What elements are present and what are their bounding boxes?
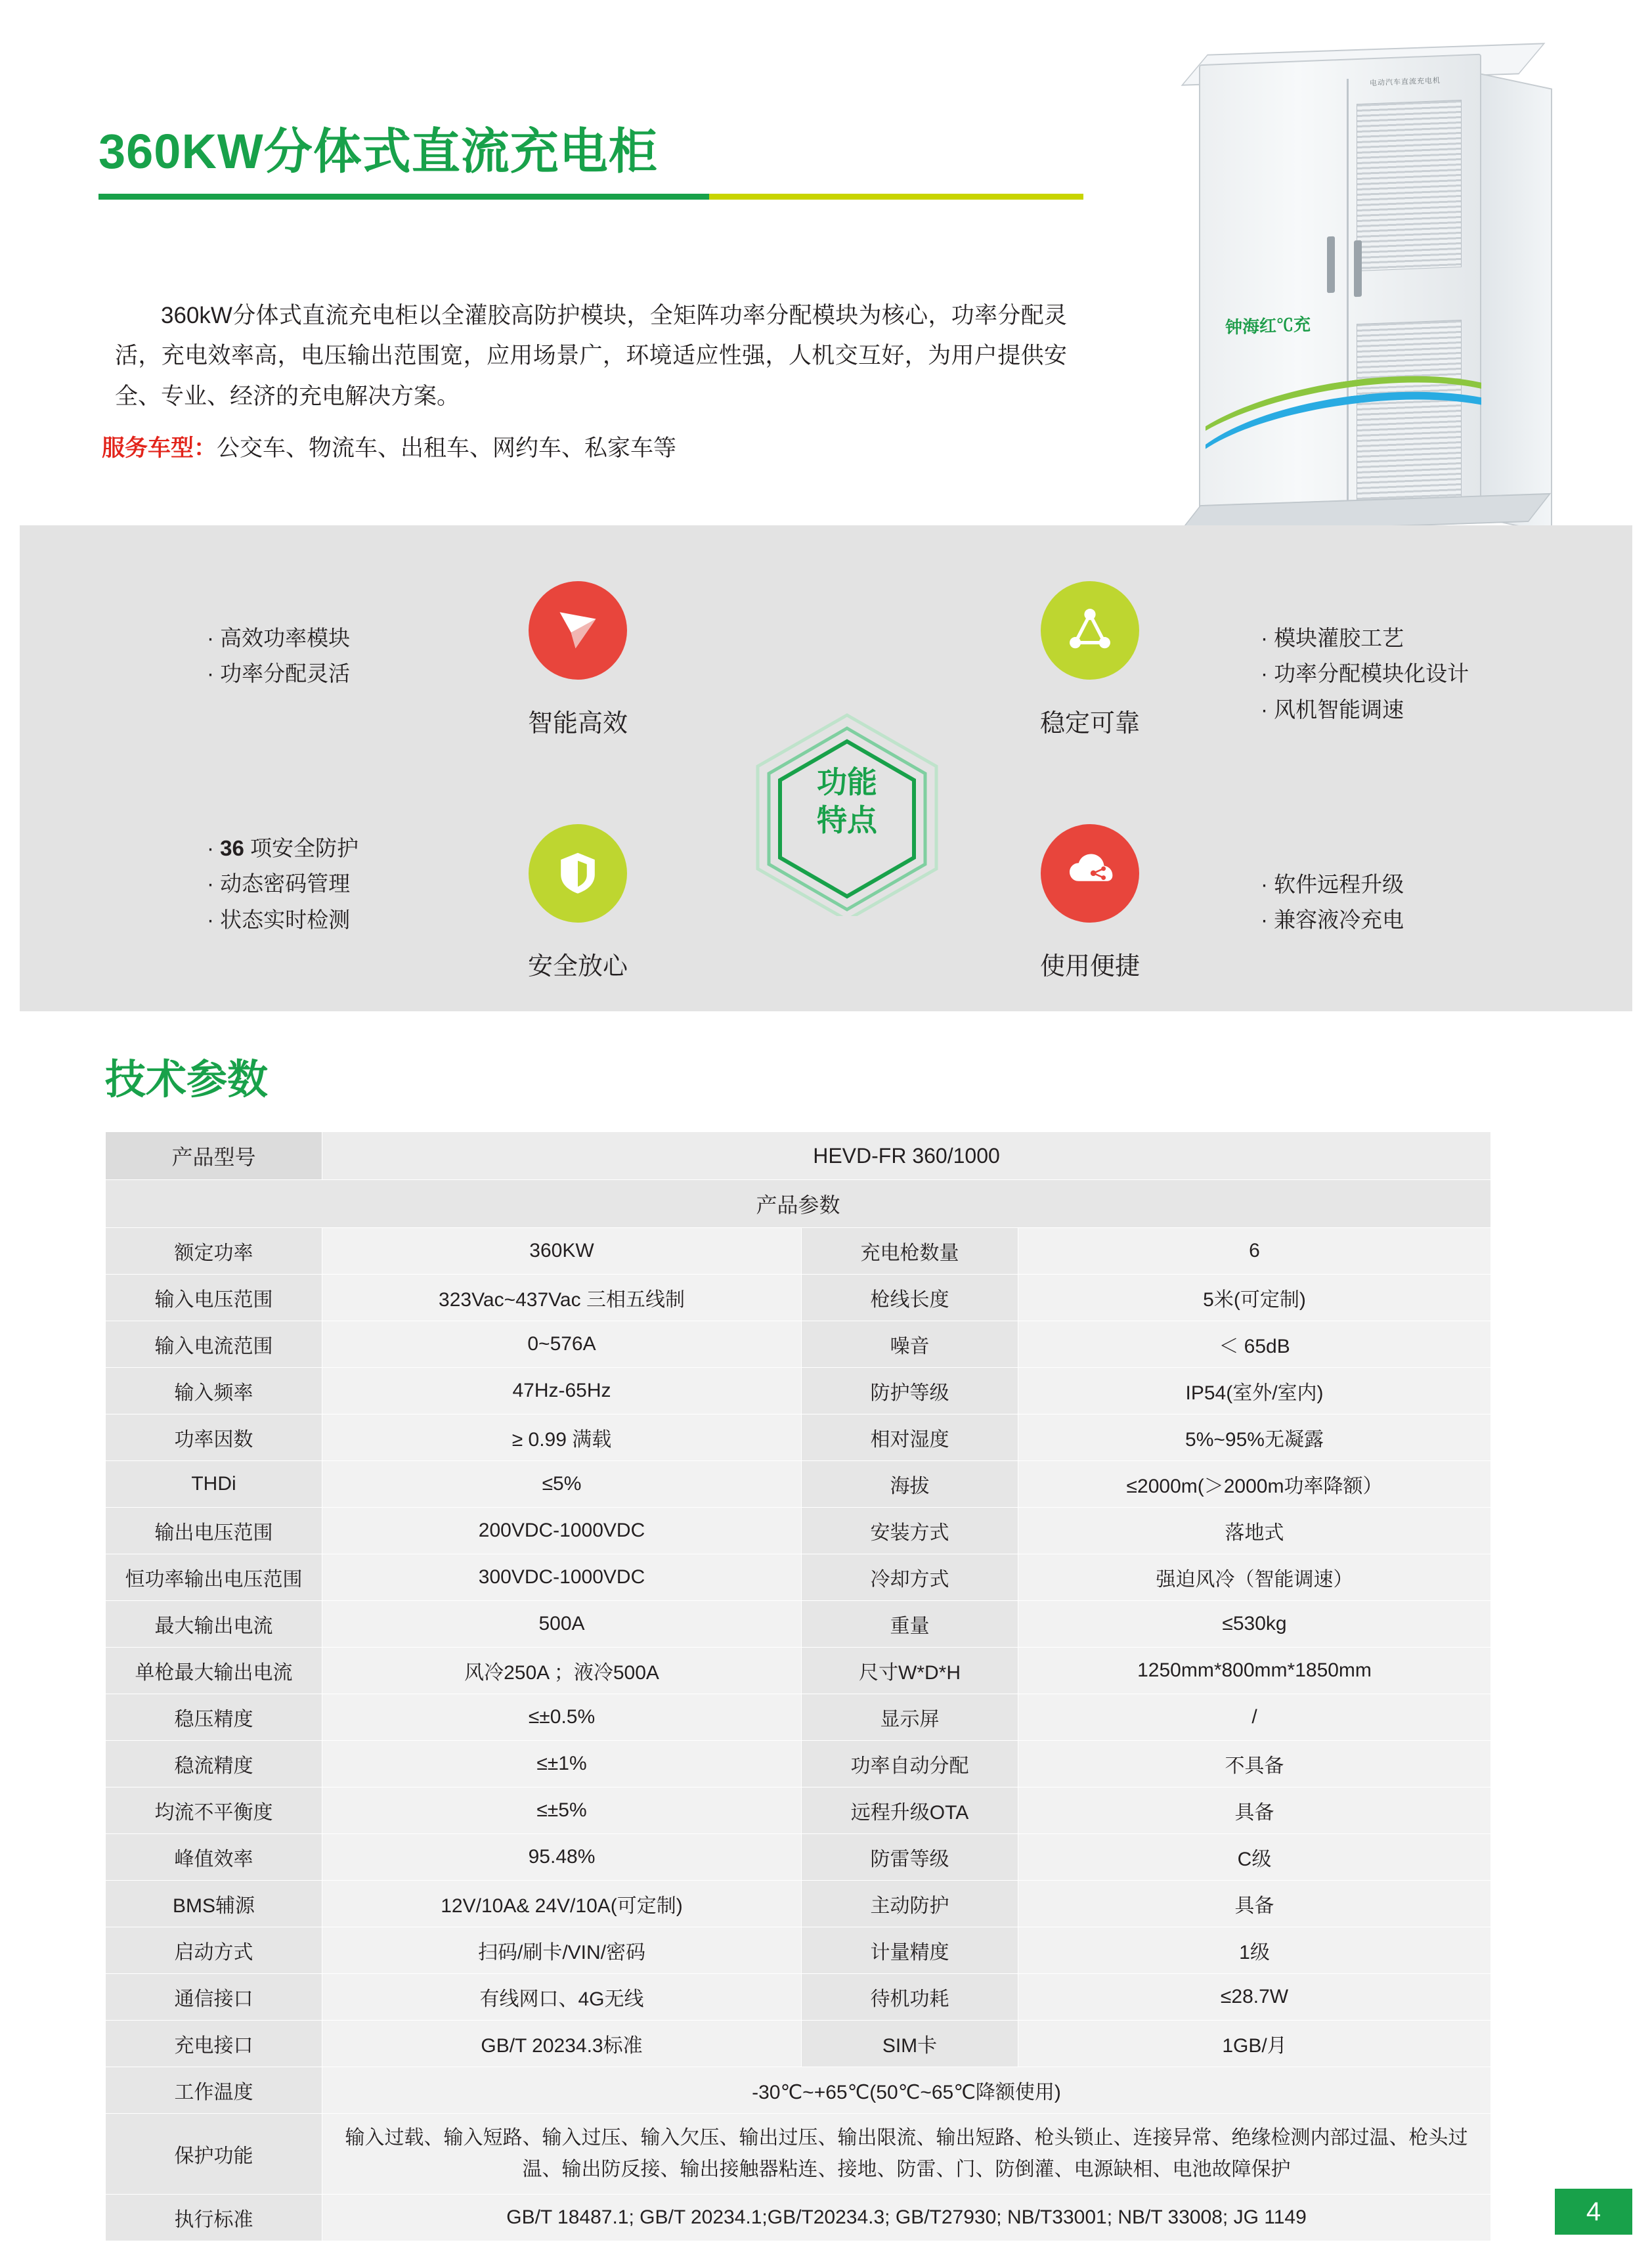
spec-table-body [106,1132,1491,2241]
feature-badge-label-smart: 智能高效 [527,710,628,737]
feature-item: · 兼容液冷充电 [1261,908,1404,932]
spec-label: 工作温度 [106,2067,322,2114]
spec-value: 5%~95%无凝露 [1018,1414,1491,1461]
table-row-wide [106,2067,1491,2114]
spec-label: 防雷等级 [802,1834,1018,1881]
spec-value: C级 [1018,1834,1491,1881]
feature-badge-label-safe: 安全放心 [527,953,628,980]
feature-item: · 功率分配模块化设计 [1261,661,1469,686]
spec-value: 1级 [1018,1927,1491,1974]
spec-label: 相对湿度 [802,1414,1018,1461]
spec-value: 强迫风冷（智能调速） [1018,1554,1491,1601]
feature-list-top-right [1261,621,1469,728]
spec-value: 200VDC-1000VDC [322,1508,802,1554]
page-title: 360KW分体式直流充电柜 [98,124,658,179]
spec-value: 5米(可定制) [1018,1275,1491,1321]
spec-label: 远程升级OTA [802,1787,1018,1834]
spec-title: 技术参数 [105,1057,269,1103]
features-band [20,525,1632,1011]
service-value: 公交车、物流车、出租车、网约车、私家车等 [217,435,677,461]
table-row [106,1368,1491,1414]
spec-label: BMS辅源 [106,1881,322,1927]
spec-value: 具备 [1018,1787,1491,1834]
feature-item: · 模块灌胶工艺 [1261,626,1404,650]
spec-value: ≤2000m(＞2000m功率降额） [1018,1461,1491,1508]
spec-label: 尺寸W*D*H [802,1648,1018,1694]
spec-value: 扫码/刷卡/VIN/密码 [322,1927,802,1974]
table-row [106,1741,1491,1787]
spec-value: 300VDC-1000VDC [322,1554,802,1601]
spec-value: ≤±5% [322,1787,802,1834]
spec-value: GB/T 20234.3标准 [322,2021,802,2067]
spec-value: 1GB/月 [1018,2021,1491,2067]
feature-item: · 动态密码管理 [207,871,351,896]
spec-label: 均流不平衡度 [106,1787,322,1834]
spec-value: 1250mm*800mm*1850mm [1018,1648,1491,1694]
cabinet-handle-right [1354,240,1362,297]
table-row [106,1694,1491,1741]
spec-value: 95.48% [322,1834,802,1881]
spec-label: 输出电压范围 [106,1508,322,1554]
spec-value: 风冷250A ；液冷500A [322,1648,802,1694]
spec-value: 360KW [322,1228,802,1275]
product-intro: 360kW分体式直流充电柜以全灌胶高防护模块，全矩阵功率分配模块为核心，功率分配灵活，充电效率高，电压输出范围宽，应用场景广，环境适应性强，人机交互好，为用户提供安全、专业、经济的充电解决方案。 [115,303,1067,409]
title-underline [98,194,1083,200]
table-row [106,1554,1491,1601]
spec-label: 重量 [802,1601,1018,1648]
feature-list-bottom-left [207,831,359,938]
spec-label: 枪线长度 [802,1275,1018,1321]
spec-model-value: HEVD-FR 360/1000 [322,1132,1491,1180]
spec-label: 主动防护 [802,1881,1018,1927]
table-row [106,1275,1491,1321]
page-header [0,0,1652,525]
spec-value: ＜ 65dB [1018,1321,1491,1368]
spec-label: 稳压精度 [106,1694,322,1741]
spec-label: 启动方式 [106,1927,322,1974]
spec-label: 安装方式 [802,1508,1018,1554]
spec-label: 保护功能 [106,2114,322,2195]
table-row [106,1508,1491,1554]
spec-value: ≤±1% [322,1741,802,1787]
spec-value: 落地式 [1018,1508,1491,1554]
spec-label: 冷却方式 [802,1554,1018,1601]
cabinet-swoosh-graphic [1206,349,1481,458]
service-label: 服务车型： [102,435,217,461]
spec-value: ≤±0.5% [322,1694,802,1741]
feature-badge-easy [1041,824,1139,923]
spec-value: 12V/10A& 24V/10A(可定制) [322,1881,802,1927]
cabinet-top-text: 电动汽车直流充电机 [1370,76,1441,88]
cabinet-side-panel [1473,72,1552,534]
spec-label: SIM卡 [802,2021,1018,2067]
spec-label: 输入电压范围 [106,1275,322,1321]
feature-badge-label-easy: 使用便捷 [1039,953,1140,980]
feature-badge-stable [1041,581,1139,680]
table-row [106,1321,1491,1368]
spec-label: 计量精度 [802,1927,1018,1974]
spec-section-label: 产品参数 [106,1180,1491,1228]
spec-value: ≤28.7W [1018,1974,1491,2021]
table-row [106,1787,1491,1834]
features-center-line1: 功能 [817,765,877,799]
table-row-section [106,1180,1491,1228]
table-row-model [106,1132,1491,1180]
spec-value: GB/T 18487.1; GB/T 20234.1;GB/T20234.3; GB/T27930; NB/T33001; NB/T 33008; JG 1149 [322,2195,1491,2241]
title-block [98,125,1123,200]
cabinet-handle-left [1327,236,1335,293]
table-row [106,1881,1491,1927]
table-row-wide [106,2114,1491,2195]
features-center-label [735,764,959,839]
spec-label: 通信接口 [106,1974,322,2021]
product-photo-charging-cabinet [1160,39,1567,538]
shield-icon [550,844,606,904]
feature-badge-smart [529,581,627,680]
feature-item: · 状态实时检测 [207,907,351,932]
network-nodes-icon [1062,601,1118,661]
table-row [106,2021,1491,2067]
spec-label: 执行标准 [106,2195,322,2241]
spec-value: 323Vac~437Vac 三相五线制 [322,1275,802,1321]
spec-section [0,1047,1652,2241]
spec-label: 显示屏 [802,1694,1018,1741]
table-row [106,1648,1491,1694]
features-center-emblem [735,706,959,916]
feature-badge-label-stable: 稳定可靠 [1039,710,1140,737]
spec-value: 不具备 [1018,1741,1491,1787]
spec-value: 有线网口、4G无线 [322,1974,802,2021]
feature-item: · 功率分配灵活 [207,661,351,686]
table-row [106,1601,1491,1648]
spec-value: / [1018,1694,1491,1741]
spec-label: 输入电流范围 [106,1321,322,1368]
spec-value: 500A [322,1601,802,1648]
spec-value: 6 [1018,1228,1491,1275]
feature-badge-safe [529,824,627,923]
cloud-settings-icon [1062,844,1118,904]
table-row-wide [106,2195,1491,2241]
spec-label: 充电接口 [106,2021,322,2067]
table-row [106,1414,1491,1461]
spec-value: ≤530kg [1018,1601,1491,1648]
spec-value: ≤5% [322,1461,802,1508]
feature-list-bottom-right [1261,867,1404,938]
table-row [106,1228,1491,1275]
features-center-line2: 特点 [817,802,877,837]
spec-label: 防护等级 [802,1368,1018,1414]
paper-plane-icon [550,601,606,661]
spec-label: 海拔 [802,1461,1018,1508]
spec-label: 待机功耗 [802,1974,1018,2021]
spec-table [105,1131,1491,2241]
spec-label: 峰值效率 [106,1834,322,1881]
spec-value: IP54(室外/室内) [1018,1368,1491,1414]
spec-value: 输入过载、输入短路、输入过压、输入欠压、输出过压、输出限流、输出短路、枪头锁止、连接异常、绝缘检测内部过温、枪头过温、输出防反接、输出接触器粘连、接地、防雷、门、防倒灌、电源缺相、电池故障保护 [322,2114,1491,2195]
spec-label: 输入频率 [106,1368,322,1414]
spec-label: 充电枪数量 [802,1228,1018,1275]
feature-item: · 36 项安全防护 [207,836,359,860]
spec-value: -30℃~+65℃(50℃~65℃降额使用) [322,2067,1491,2114]
feature-item: · 高效功率模块 [207,626,351,650]
spec-label: 功率因数 [106,1414,322,1461]
cabinet-brand-logo: 钟海红℃充 [1225,315,1311,338]
spec-label: 单枪最大输出电流 [106,1648,322,1694]
spec-label: 恒功率输出电压范围 [106,1554,322,1601]
table-row [106,1461,1491,1508]
spec-label: 噪音 [802,1321,1018,1368]
spec-label: 稳流精度 [106,1741,322,1787]
feature-item: · 软件远程升级 [1261,872,1404,896]
table-row [106,1974,1491,2021]
spec-value: 具备 [1018,1881,1491,1927]
spec-label: 功率自动分配 [802,1741,1018,1787]
spec-value: 47Hz-65Hz [322,1368,802,1414]
page-number: 4 [1555,2189,1632,2235]
feature-item: · 风机智能调速 [1261,697,1404,722]
spec-label: 额定功率 [106,1228,322,1275]
cabinet-vent-upper [1357,100,1462,271]
spec-value: ≥ 0.99 满载 [322,1414,802,1461]
feature-list-top-left [207,621,350,692]
table-row [106,1834,1491,1881]
table-row [106,1927,1491,1974]
spec-model-label: 产品型号 [106,1132,322,1180]
spec-label: 最大输出电流 [106,1601,322,1648]
service-vehicles [102,430,676,463]
spec-value: 0~576A [322,1321,802,1368]
spec-label: THDi [106,1461,322,1508]
